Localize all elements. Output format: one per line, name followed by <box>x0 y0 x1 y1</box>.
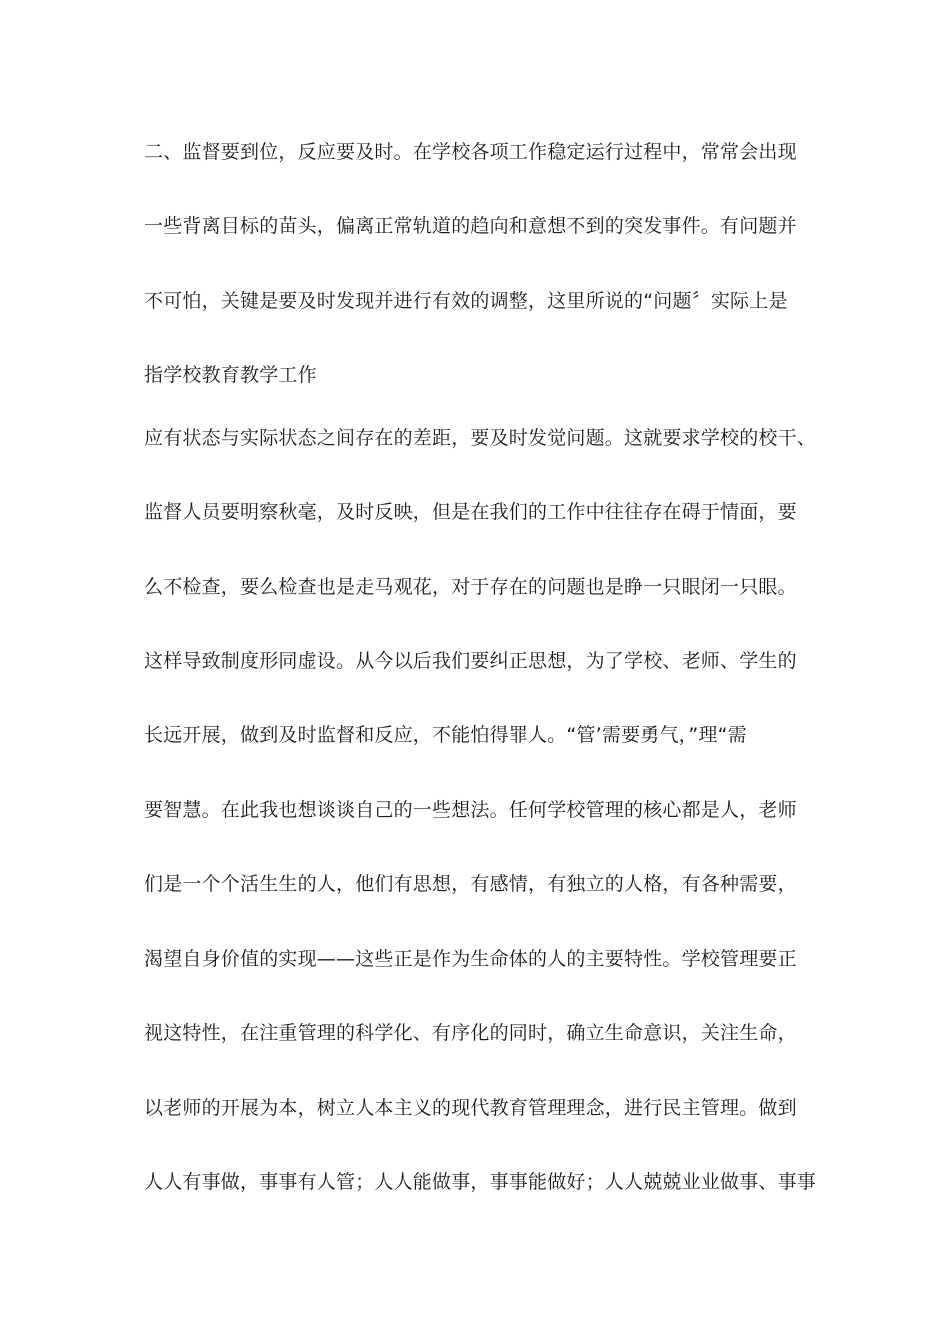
text-line: 以老师的开展为本，树立人本主义的现代教育管理理念，进行民主管理。做到 <box>144 1097 797 1119</box>
text-line: 们是一个个活生生的人，他们有思想，有感情，有独立的人格，有各种需要， <box>144 873 797 895</box>
text-line: 么不检查，要么检查也是走马观花，对于存在的问题也是睁一只眼闭一只眼。 <box>144 576 797 598</box>
text-line: 不可怕，关键是要及时发现并进行有效的调整，这里所说的“问题〞实际上是 <box>144 290 788 312</box>
text-line: 监督人员要明察秋毫，及时反映，但是在我们的工作中往往存在碍于情面，要 <box>144 501 797 523</box>
text-line: 长远开展，做到及时监督和反应，不能怕得罪人。“管’需要勇气，”理“需 <box>144 724 747 746</box>
text-line: 指学校教育教学工作 <box>144 364 317 386</box>
text-line: 一些背离目标的苗头，偏离正常轨道的趋向和意想不到的突发事件。有问题并 <box>144 215 797 237</box>
text-line: 这样导致制度形同虚设。从今以后我们要纠正思想，为了学校、老师、学生的 <box>144 650 797 672</box>
text-line: 二、监督要到位，反应要及时。在学校各项工作稳定运行过程中，常常会出现 <box>144 141 797 163</box>
text-line: 要智慧。在此我也想谈谈自己的一些想法。任何学校管理的核心都是人，老师 <box>144 799 797 821</box>
text-line: 视这特性，在注重管理的科学化、有序化的同时，确立生命意识，关注生命， <box>144 1022 797 1044</box>
text-line: 应有状态与实际状态之间存在的差距，要及时发觉问题。这就要求学校的校干、 <box>144 427 817 449</box>
text-line: 人人有事做，事事有人管；人人能做事，事事能做好；人人兢兢业业做事、事事 <box>144 1171 817 1193</box>
text-line: 渴望自身价值的实现——这些正是作为生命体的人的主要特性。学校管理要正 <box>144 948 797 970</box>
